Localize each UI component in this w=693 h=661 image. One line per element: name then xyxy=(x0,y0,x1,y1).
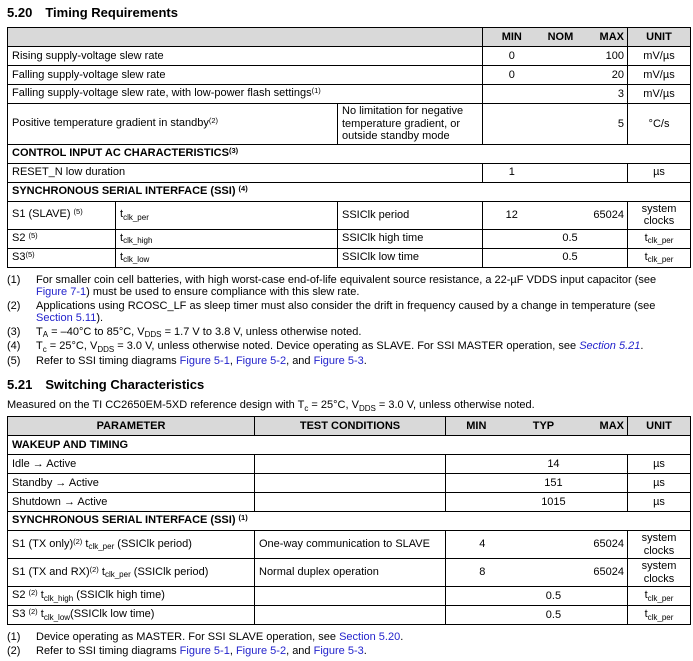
typ-value: 1015 xyxy=(541,495,566,508)
footnote-marker: (5) xyxy=(25,249,35,259)
link-figure-5-2[interactable]: Figure 5-2 xyxy=(235,354,287,367)
unit-cell xyxy=(628,229,691,248)
section-number: 5.21 xyxy=(7,377,33,392)
parameter-text: S1 (SLAVE) xyxy=(12,208,74,221)
parameter-text: Idle → Active xyxy=(12,457,77,470)
link-section-5-21[interactable]: Section 5.21 xyxy=(579,340,641,352)
min-value: 1 xyxy=(508,166,515,179)
table-row xyxy=(8,229,691,248)
unit-cell xyxy=(628,606,691,625)
footnotes-5-20 xyxy=(7,274,693,368)
section-header-cell xyxy=(8,512,691,531)
footnote-text: $T_A = -40^\circ C$ to 85°C, $V_{DDS} = 1.7$ V to 3.8 V, unless otherwise noted. xyxy=(36,325,362,339)
table-header-row xyxy=(8,28,691,47)
parameter-text: Positive temperature gradient in standby xyxy=(12,117,209,129)
section-title: Switching Characteristics xyxy=(45,377,205,392)
unit-cell xyxy=(628,248,691,267)
values-cell xyxy=(483,163,628,182)
max-value: 20 xyxy=(611,68,624,81)
values-cell xyxy=(446,587,628,606)
test-conditions-cell xyxy=(255,606,446,625)
parameter-cell xyxy=(8,66,483,85)
typ-value: 151 xyxy=(544,476,563,489)
link-figure-5-1[interactable]: Figure 5-1 xyxy=(179,644,230,657)
parameter-cell xyxy=(8,474,255,493)
footnote-number: (1) xyxy=(7,631,21,643)
table-row xyxy=(8,201,691,229)
column-header-parameter: PARAMETER xyxy=(8,417,255,436)
column-header-max: MAX xyxy=(599,30,624,43)
unit-base: t xyxy=(644,231,648,244)
values-cell xyxy=(446,493,628,512)
parameter-cell xyxy=(8,493,255,512)
min-value: 12 xyxy=(505,208,518,221)
footnote-marker: (2) xyxy=(73,536,83,546)
test-conditions-cell xyxy=(338,248,483,267)
parameter-name-cell xyxy=(8,201,116,229)
test-conditions-text: No limitation for negative temperature gradient, or outside standby mode xyxy=(342,105,464,142)
typ-value: 0.5 xyxy=(545,608,562,621)
test-conditions-cell xyxy=(338,104,483,145)
unit-subscript: clk_per xyxy=(647,236,674,246)
table-row xyxy=(8,606,691,625)
section-header-row xyxy=(8,512,691,531)
parameter-text: Standby → Active xyxy=(12,476,99,489)
test-conditions-cell: One-way communication to SLAVE xyxy=(255,531,446,559)
column-header-unit: UNIT xyxy=(628,28,691,47)
symbol-subscript: clk_high xyxy=(43,593,74,603)
unit-cell: °C/s xyxy=(628,104,691,145)
header-empty-cell xyxy=(8,28,483,47)
section-heading-5-20 xyxy=(7,5,693,20)
footnote-number: (4) xyxy=(7,340,21,352)
parameter-text: S3 xyxy=(12,250,26,263)
symbol-subscript: clk_low xyxy=(123,255,150,265)
values-cell xyxy=(483,104,628,145)
symbol-cell xyxy=(116,229,338,248)
section-heading-5-21 xyxy=(7,377,693,392)
table-header-row xyxy=(8,417,691,436)
parameter-cell: S3 $^{(2)}$ $t_{clk\_low}(SSIClk$ low time) xyxy=(8,606,255,625)
header-min-nom-max-cell xyxy=(483,28,628,47)
column-header-unit: UNIT xyxy=(628,417,691,436)
footnotes-5-21 xyxy=(7,631,693,657)
column-header-typ: TYP xyxy=(532,419,555,432)
test-conditions-text: SSIClk high time xyxy=(342,232,424,245)
max-value: 65024 xyxy=(593,566,624,579)
parameter-cell: S1 (TX only)$^{(2)}$ $t_{clk\_per}$ (SSIClk period) xyxy=(8,531,255,559)
column-header-test-conditions: TEST CONDITIONS xyxy=(255,417,446,436)
section-header-row xyxy=(8,144,691,163)
footnote xyxy=(7,340,693,354)
values-cell xyxy=(446,559,628,587)
table-row xyxy=(8,559,691,587)
footnote-text: Refer to SSI timing diagrams Figure 5-1, Figure 5-2, and Figure 5-3. xyxy=(36,354,367,367)
column-header-min: MIN xyxy=(466,419,487,432)
unit-cell xyxy=(628,587,691,606)
footnote-text: Applications using RCOSC_LF as sleep timer must also consider the drift in frequency caused by a change in temperature (see Section 5.11). xyxy=(36,299,656,324)
symbol-base: t xyxy=(120,231,124,244)
section-header-row xyxy=(8,182,691,201)
symbol-base: t xyxy=(120,250,124,263)
footnote xyxy=(7,631,693,644)
unit-subscript: clk_per xyxy=(647,255,674,265)
footnote-marker: (3) xyxy=(228,145,239,155)
section-header-cell xyxy=(8,144,691,163)
parameter-text: Rising supply-voltage slew rate xyxy=(12,49,164,62)
unit-cell: µs xyxy=(628,455,691,474)
parameter-cell xyxy=(8,163,483,182)
parameter-text: Shutdown → Active xyxy=(12,495,108,508)
unit-cell: µs xyxy=(628,474,691,493)
link-figure-5-3[interactable]: Figure 5-3 xyxy=(313,354,364,367)
symbol-cell xyxy=(116,248,338,267)
footnote-marker: (2) xyxy=(28,607,38,617)
max-value: 3 xyxy=(617,87,624,100)
max-value: 65024 xyxy=(593,208,624,221)
table-row xyxy=(8,163,691,182)
unit-cell: system clocks xyxy=(628,201,691,229)
link-figure-5-1[interactable]: Figure 5-1 xyxy=(179,354,230,367)
table-row xyxy=(8,85,691,104)
section-header-row xyxy=(8,436,691,455)
footnote-text: Device operating as MASTER. For SSI SLAVE operation, see Section 5.20. xyxy=(36,631,404,643)
unit-cell: system clocks xyxy=(628,559,691,587)
table-row xyxy=(8,66,691,85)
unit-cell: mV/µs xyxy=(628,85,691,104)
link-figure-5-3[interactable]: Figure 5-3 xyxy=(313,644,364,657)
table-row xyxy=(8,455,691,474)
unit-cell: µs xyxy=(628,493,691,512)
parameter-text: Falling supply-voltage slew rate, with low-power flash settings xyxy=(12,87,312,100)
unit-base: t xyxy=(644,608,648,621)
unit-cell: system clocks xyxy=(628,531,691,559)
footnote-marker: (5) xyxy=(28,230,38,240)
footnote-marker: (2) xyxy=(208,116,219,125)
footnote-text: For smaller coin cell batteries, with high worst-case end-of-life equivalent source resistance, a 22-µF VDDS input capacitor (see Figure 7-1) must be used to ensure compliance with this slew rate. xyxy=(36,273,657,298)
nom-value: 0.5 xyxy=(562,232,578,245)
nom-value: 0.5 xyxy=(562,251,578,264)
max-value: 100 xyxy=(605,49,624,62)
footnote-marker: (5) xyxy=(73,207,83,217)
parameter-name-cell xyxy=(8,229,116,248)
section-title: Timing Requirements xyxy=(45,5,178,20)
parameter-text: RESET_N low duration xyxy=(12,166,126,179)
min-value: 8 xyxy=(479,566,486,579)
footnote-number: (5) xyxy=(7,354,21,367)
footnote-number: (1) xyxy=(7,273,21,286)
parameter-name-cell xyxy=(8,248,116,267)
test-conditions-cell xyxy=(338,201,483,229)
test-conditions-cell xyxy=(255,587,446,606)
footnote xyxy=(7,326,693,340)
unit-cell: µs xyxy=(628,163,691,182)
table-row xyxy=(8,493,691,512)
parameter-text: Falling supply-voltage slew rate xyxy=(12,68,166,81)
section-number: 5.20 xyxy=(7,5,33,20)
footnote-marker: (2) xyxy=(28,588,38,598)
link-section-5-20[interactable]: Section 5.20 xyxy=(339,631,401,643)
test-conditions-cell xyxy=(255,493,446,512)
section-header-text: SYNCHRONOUS SERIAL INTERFACE (SSI) xyxy=(12,184,239,197)
symbol-cell xyxy=(116,201,338,229)
column-header-min: MIN xyxy=(501,30,522,43)
parameter-cell xyxy=(8,85,483,104)
values-cell xyxy=(446,474,628,493)
table-row xyxy=(8,474,691,493)
unit-subscript: clk_per xyxy=(647,612,674,622)
footnote-marker: (1) xyxy=(311,86,321,96)
symbol-subscript: clk_low xyxy=(43,612,71,622)
footnote-marker: (4) xyxy=(238,183,248,193)
min-value: 0 xyxy=(508,49,515,62)
column-header-max: MAX xyxy=(599,419,624,432)
unit-base: t xyxy=(644,589,648,602)
max-value: 5 xyxy=(617,117,624,130)
unit-cell: mV/µs xyxy=(628,66,691,85)
parameter-cell: S2 $^{(2)}$ $t_{clk\_high}$ (SSIClk high time) xyxy=(8,587,255,606)
link-section-5-11[interactable]: Section 5.11 xyxy=(36,312,97,324)
typ-value: 14 xyxy=(547,457,560,470)
unit-base: t xyxy=(644,250,648,263)
footnote xyxy=(7,355,693,368)
values-cell xyxy=(446,531,628,559)
section-header-cell xyxy=(8,436,691,455)
parameter-cell xyxy=(8,104,338,145)
symbol-subscript: clk_per xyxy=(123,212,149,222)
section-intro: Measured on the TI CC2650EM-5XD reference design with $T_c = 25^\circ C$, $V_{DDS} = 3.0$ V, unless otherwise noted. xyxy=(7,399,535,413)
test-conditions-cell xyxy=(255,474,446,493)
column-header-nom: NOM xyxy=(547,30,574,43)
table-row xyxy=(8,47,691,66)
footnote-number: (2) xyxy=(7,299,21,312)
section-header-text: CONTROL INPUT AC CHARACTERISTICS xyxy=(12,146,229,159)
footnote-text: Refer to SSI timing diagrams Figure 5-1, Figure 5-2, and Figure 5-3. xyxy=(36,644,367,657)
test-conditions-text: SSIClk low time xyxy=(342,251,420,264)
values-cell xyxy=(446,455,628,474)
footnote xyxy=(7,274,693,299)
unit-cell: mV/µs xyxy=(628,47,691,66)
symbol-subscript: clk_high xyxy=(123,236,153,246)
parameter-cell xyxy=(8,455,255,474)
footnote-marker: (2) xyxy=(89,564,99,574)
symbol-base: t xyxy=(120,208,124,221)
values-cell xyxy=(446,606,628,625)
table-row xyxy=(8,587,691,606)
values-cell xyxy=(483,201,628,229)
table-row xyxy=(8,248,691,267)
typ-value: 0.5 xyxy=(545,589,562,602)
test-conditions-cell xyxy=(338,229,483,248)
section-header-cell xyxy=(8,182,691,201)
symbol-subscript: clk_per xyxy=(88,542,115,552)
test-conditions-cell: Normal duplex operation xyxy=(255,559,446,587)
parameter-cell xyxy=(8,47,483,66)
table-row xyxy=(8,531,691,559)
switching-characteristics-table xyxy=(7,416,691,625)
parameter-text: S2 xyxy=(12,231,29,244)
footnote-text: $T_c = 25^\circ C$, $V_{DDS} = 3.0$ V, unless otherwise noted. Device operating as SLAVE. For SSI MASTER operation, see Section 5.21. xyxy=(36,340,644,354)
values-cell xyxy=(483,66,628,85)
link-figure-5-2[interactable]: Figure 5-2 xyxy=(235,644,287,657)
test-conditions-text: SSIClk period xyxy=(342,208,410,221)
footnote-number: (3) xyxy=(7,325,21,338)
values-cell xyxy=(483,229,628,248)
min-value: 4 xyxy=(479,538,486,551)
footnote-number: (2) xyxy=(7,644,21,657)
table-row xyxy=(8,104,691,145)
section-header-text: WAKEUP AND TIMING xyxy=(12,438,129,451)
values-cell xyxy=(483,47,628,66)
parameter-cell: S1 (TX and RX)$^{(2)}$ $t_{clk\_per}$ (SSIClk period) xyxy=(8,559,255,587)
header-min-typ-max-cell xyxy=(446,417,628,436)
footnote xyxy=(7,645,693,658)
test-conditions-cell xyxy=(255,455,446,474)
timing-requirements-table xyxy=(7,27,691,268)
unit-subscript: clk_per xyxy=(647,593,674,603)
values-cell xyxy=(483,85,628,104)
symbol-subscript: clk_per xyxy=(104,570,131,580)
footnote xyxy=(7,300,693,325)
values-cell xyxy=(483,248,628,267)
min-value: 0 xyxy=(508,68,515,81)
footnote-marker: (1) xyxy=(238,513,248,523)
link-figure-7-1[interactable]: Figure 7-1 xyxy=(36,286,87,298)
section-header-text: SYNCHRONOUS SERIAL INTERFACE (SSI) xyxy=(12,514,239,527)
max-value: 65024 xyxy=(593,538,624,551)
